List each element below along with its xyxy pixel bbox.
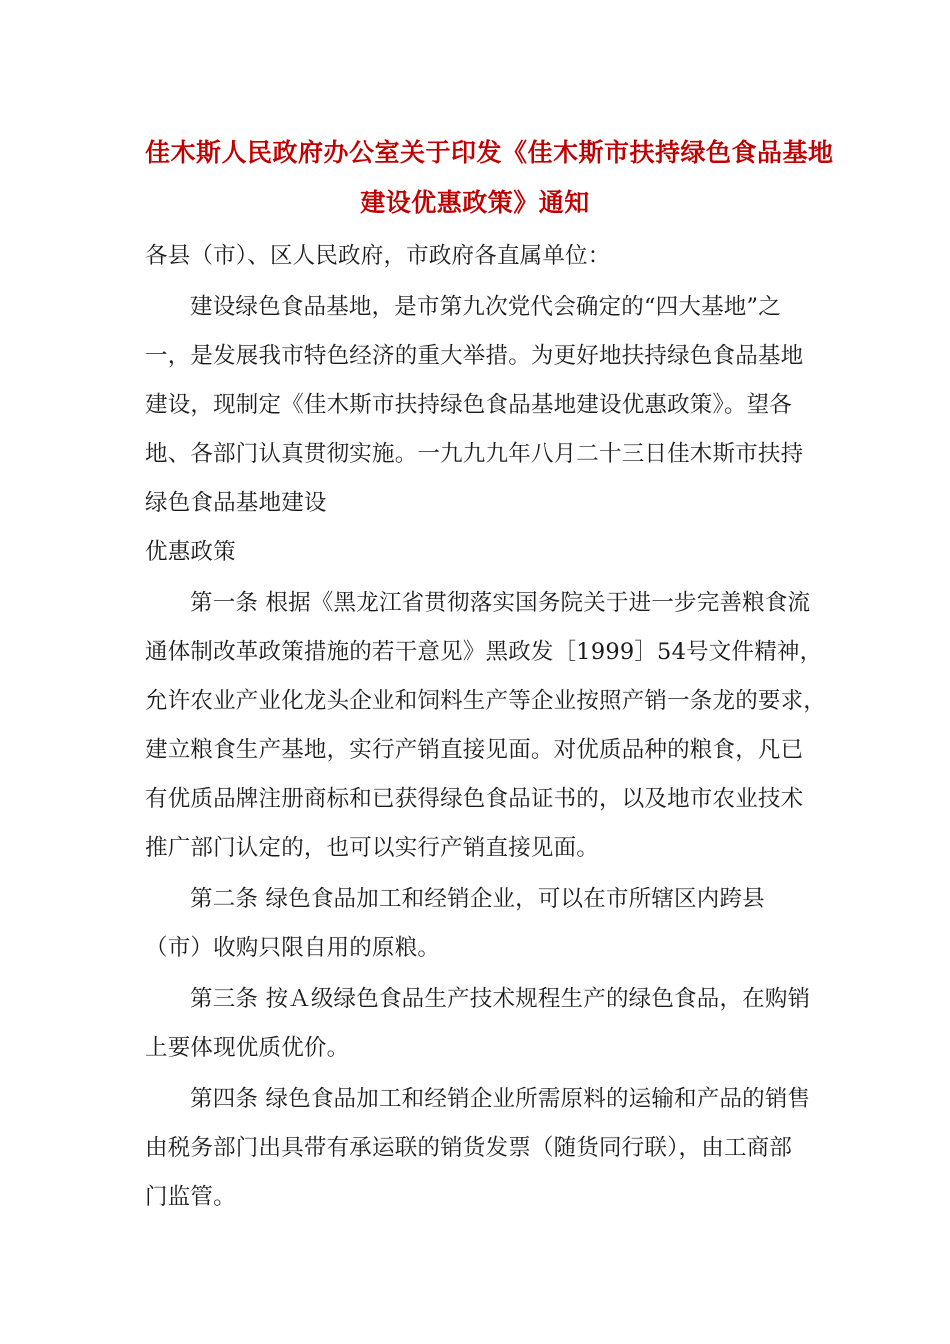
document-title xyxy=(145,128,834,228)
document-page xyxy=(145,128,834,1222)
paragraph-line: 建立粮食生产基地，实行产销直接见面。对优质品种的粮食，凡已 xyxy=(145,737,804,763)
paragraph-line: 推广部门认定的，也可以实行产销直接见面。 xyxy=(145,835,600,861)
article-3 xyxy=(145,975,811,1073)
paragraph-line: （市）收购只限自用的原粮。 xyxy=(145,935,441,961)
title-line: 建设优惠政策》通知 xyxy=(360,188,590,217)
paragraph-line: 有优质品牌注册商标和已获得绿色食品证书的，以及地市农业技术 xyxy=(145,786,804,812)
article-1 xyxy=(145,579,827,873)
paragraph-line: 绿色食品基地建设 xyxy=(145,490,327,516)
paragraph-line: 建设，现制定《佳木斯市扶持绿色食品基地建设优惠政策》。望各 xyxy=(145,392,793,418)
paragraph-line: 建设绿色食品基地，是市第九次党代会确定的“四大基地”之 xyxy=(190,294,781,320)
intro-paragraph xyxy=(145,283,805,528)
paragraph-line: 地、各部门认真贯彻实施。一九九九年八月二十三日佳木斯市扶持 xyxy=(145,441,804,467)
paragraph-line: 第一条 根据《黑龙江省贯彻落实国务院关于进一步完善粮食流 xyxy=(190,590,811,616)
article-4 xyxy=(145,1075,811,1222)
paragraph-line: 第二条 绿色食品加工和经销企业，可以在市所辖区内跨县 xyxy=(190,886,765,912)
paragraph-line: 上要体现优质优价。 xyxy=(145,1035,350,1061)
paragraph-line: 一，是发展我市特色经济的重大举措。为更好地扶持绿色食品基地 xyxy=(145,343,804,369)
paragraph-line: 由税务部门出具带有承运联的销货发票（随货同行联），由工商部 xyxy=(145,1135,793,1161)
addressee: 各县（市）、区人民政府，市政府各直属单位： xyxy=(145,243,611,269)
paragraph-line: 门监管。 xyxy=(145,1184,236,1210)
title-line: 佳木斯人民政府办公室关于印发《佳木斯市扶持绿色食品基地 xyxy=(145,138,834,167)
paragraph-line: 允许农业产业化龙头企业和饲料生产等企业按照产销一条龙的要求， xyxy=(145,688,827,714)
paragraph-line: 第四条 绿色食品加工和经销企业所需原料的运输和产品的销售 xyxy=(190,1086,811,1112)
section-heading: 优惠政策 xyxy=(145,539,236,565)
article-2 xyxy=(145,875,805,973)
paragraph-line: 第三条 按Ａ级绿色食品生产技术规程生产的绿色食品，在购销 xyxy=(190,986,811,1012)
paragraph-line: 通体制改革政策措施的若干意见》黑政发［1999］54号文件精神， xyxy=(145,639,823,665)
